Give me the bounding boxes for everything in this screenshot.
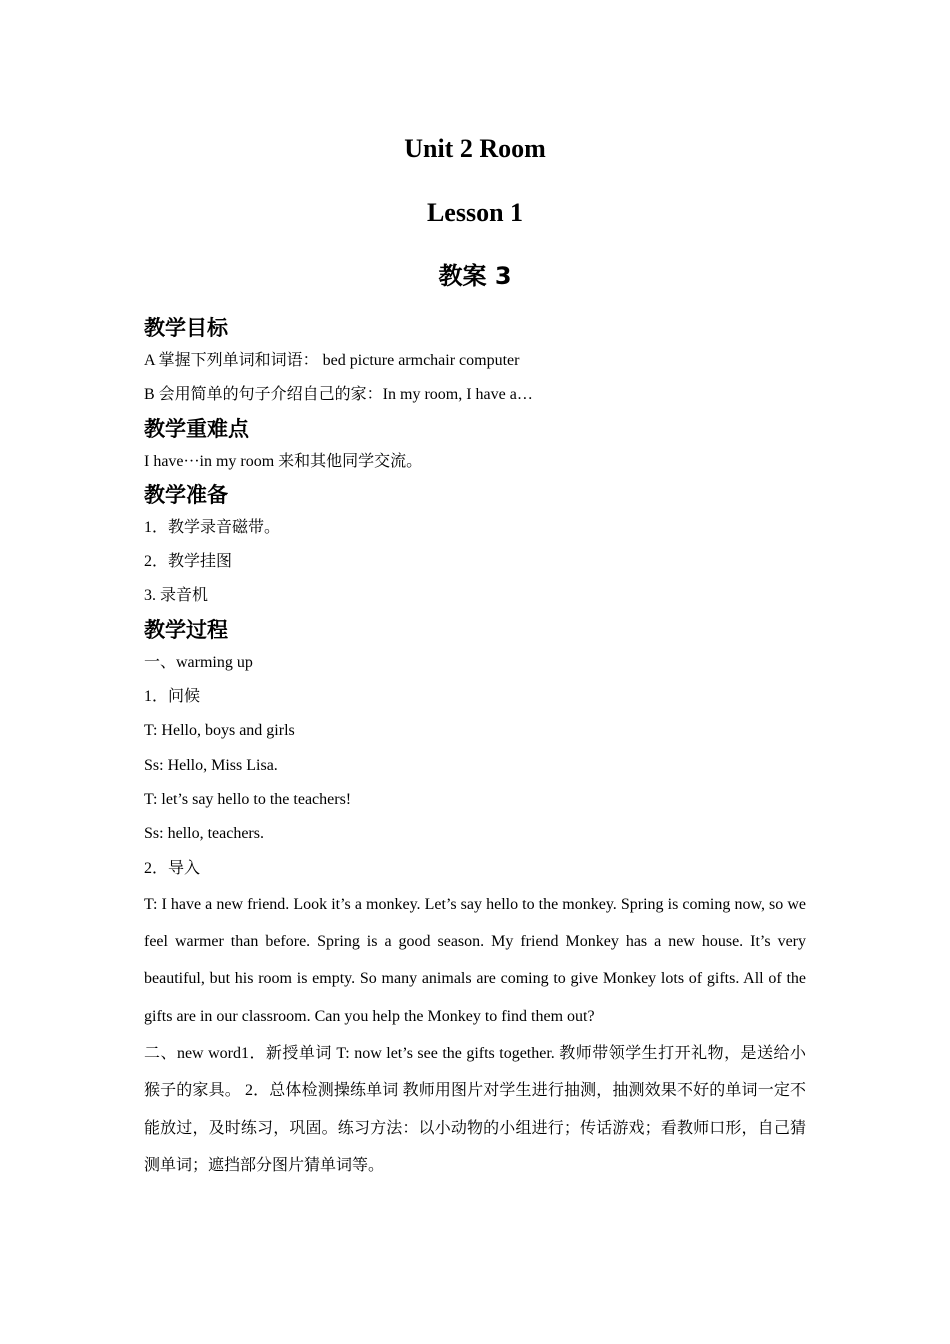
preparation-line: 1．教学录音磁带。 bbox=[144, 518, 281, 536]
new-word-paragraph: 二、new word1．新授单词 T: now let’s see the gifts together. 教师带领学生打开礼物，是送给小猴子的家具。 2．总体检测操练单词 教师用图片对学生进行抽测，抽测效果不好的单词一定不能放过，及时练习，巩固。练习方法：以小动物的小组进行；传话游戏；看教师口形，自己猜测单词；遮挡部分图片猜单词等。 bbox=[144, 1045, 806, 1174]
objective-line: A 掌握下列单词和词语： bed picture armchair computer bbox=[144, 352, 520, 369]
process-line: Ss: hello, teachers. bbox=[144, 825, 264, 843]
objectives-heading: 教学目标 bbox=[144, 316, 228, 340]
process-line: T: Hello, boys and girls bbox=[144, 722, 295, 740]
process-heading: 教学过程 bbox=[144, 617, 228, 642]
plan-title: 教案 3 bbox=[438, 262, 512, 290]
key-points-heading: 教学重难点 bbox=[144, 416, 249, 441]
key-point-line: I have···in my room 来和其他同学交流。 bbox=[144, 452, 423, 470]
lesson-title: Lesson 1 bbox=[426, 198, 524, 227]
unit-title: Unit 2 Room bbox=[404, 134, 546, 163]
process-line: 1．问候 bbox=[144, 688, 201, 706]
process-line: T: let’s say hello to the teachers! bbox=[144, 790, 352, 808]
objective-line: B 会用简单的句子介绍自己的家：In my room, I have a… bbox=[144, 386, 533, 404]
preparation-heading: 教学准备 bbox=[144, 482, 228, 507]
document-body bbox=[144, 312, 806, 1184]
preparation-line: 3. 录音机 bbox=[144, 587, 209, 605]
process-line: 一、warming up bbox=[144, 653, 253, 671]
preparation-line: 2．教学挂图 bbox=[144, 553, 233, 571]
intro-paragraph: T: I have a new friend. Look it’s a monkey. Let’s say hello to the monkey. Spring is coming now, so we feel warmer than before. Spring is a good season. My friend Monkey has a new house. It’s very beautiful, but his room is empty. So many animals are coming to give Monkey lots of gifts. All of the gifts are in our classroom. Can you help the Monkey to find them out? bbox=[144, 895, 806, 1025]
process-line: Ss: Hello, Miss Lisa. bbox=[144, 756, 278, 774]
process-line: 2．导入 bbox=[144, 859, 201, 877]
